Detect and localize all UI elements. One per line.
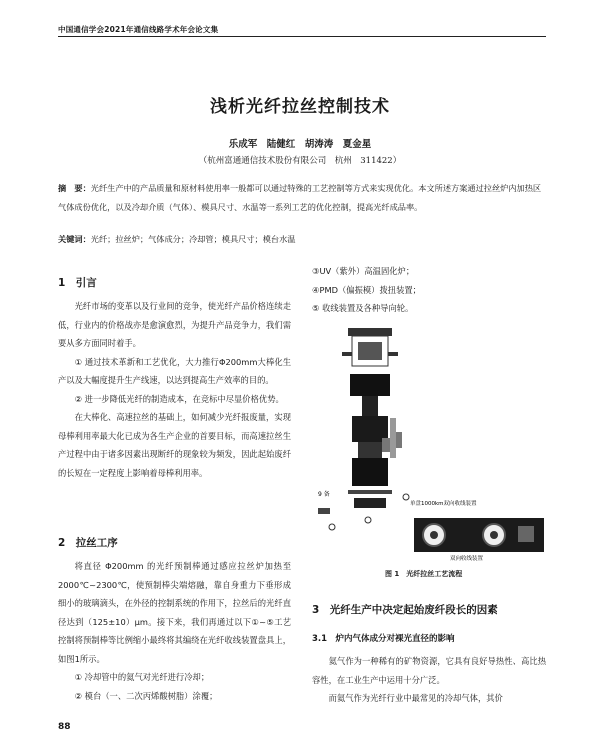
sec3-paragraph-1: 氦气作为一种稀有的矿物资源，它具有良好导热性、高比热容性，在工业生产中运用十分广泛。 xyxy=(312,656,546,685)
keywords-text: 光纤；拉丝炉；气体成分；冷却管；模具尺寸；模台水温 xyxy=(90,234,296,244)
sec1-paragraph-2: ① 通过技术革新和工艺优化，大力推行Φ200mm大棒化生产以及大幅度提升生产线速，以达到提高生产效率的目的。 xyxy=(58,356,291,385)
header-rule xyxy=(58,36,546,37)
fig-label-top: 单盘1000km双向收线装置 xyxy=(410,501,477,507)
process-item-5: ⑤ 收线装置及各种导向轮。 xyxy=(312,303,414,313)
affiliation: （杭州富通通信技术股份有限公司 杭州 311422） xyxy=(198,156,402,166)
keywords xyxy=(58,234,546,245)
section-1-title: 1 引言 xyxy=(58,277,97,289)
left-column-body xyxy=(58,297,291,482)
draw-tower-icon xyxy=(342,328,402,508)
take-up-unit-icon xyxy=(414,518,544,552)
sec2-paragraph-1: 将直径 Φ200mm 的光纤预制棒通过感应拉丝炉加热至 2000℃~2300℃，使预制棒尖端熔融，靠自身重力下垂形成细小的玻璃滴头，在外径的控制系统的作用下，拉丝后的光纤直径达到（125±10）μm。接下来，我们再通过以下①~⑤工艺控制将预制棒等比例缩小最终将其编绕在光纤收线装置盘具上，如图1所示。 xyxy=(58,561,291,664)
paper-title: 浅析光纤拉丝控制技术 xyxy=(210,97,390,117)
sec3-paragraph-2: 而氦气作为光纤行业中最常见的冷却气体，其价 xyxy=(328,693,503,703)
abstract-text: 光纤生产中的产品质量和原材料使用率一般都可以通过特殊的工艺控制等方式来实现优化。本文所述方案通过拉丝炉内加热区气体成份优化，以及冷却介质（气体）、模具尺寸、水温等一系列工艺的优化控制，提高光纤成品率。 xyxy=(58,183,542,212)
section-3-title: 3 光纤生产中决定起始废纤段长的因素 xyxy=(312,604,498,616)
abstract-label: 摘 要： xyxy=(58,183,91,193)
sec3-body xyxy=(312,652,546,708)
sec1-paragraph-1: 光纤市场的变革以及行业间的竞争，使光纤产品价格连续走低，行业内的价格战亦是愈演愈烈，为提升产品竞争力，我们需要从多方面同时着手。 xyxy=(58,301,291,348)
page-number: 88 xyxy=(58,722,71,732)
authors: 乐成军 陆健红 胡涛涛 夏金星 xyxy=(228,139,372,150)
figure-1-caption: 图 1 光纤拉丝工艺流程 xyxy=(385,570,463,578)
keywords-label: 关键词： xyxy=(58,234,91,244)
figure-1-drawing xyxy=(318,322,546,562)
sec1-paragraph-4: 在大棒化、高速拉丝的基础上，如何减少光纤报废量，实现母棒利用率最大化已成为各生产企业的首要目标，而高速拉丝生产过程中由于诸多因素出现断纤的现象较为频发，因此起始废纤的长短在一定程度上影响着母棒利用率。 xyxy=(58,412,291,478)
running-header: 中国通信学会2021年通信线路学术年会论文集 xyxy=(58,25,219,34)
sec2-body xyxy=(58,557,291,705)
subsection-3-1-title: 3.1 炉内气体成分对裸光直径的影响 xyxy=(312,634,455,644)
process-item-3: ③UV（紫外）高温固化炉； xyxy=(312,266,415,276)
sec2-item-1: ① 冷却管中的氦气对光纤进行冷却； xyxy=(74,672,210,682)
process-list xyxy=(312,262,546,318)
fig-small-label: 9 备 xyxy=(318,491,330,498)
abstract xyxy=(58,179,546,217)
fig-label-bottom: 双向收线装置 xyxy=(450,556,484,562)
section-2-title: 2 拉丝工序 xyxy=(58,537,118,549)
sec2-item-2: ② 模台（一、二次丙烯酸树脂）涂覆； xyxy=(74,690,218,701)
process-item-4: ④PMD（偏振模）拨扭装置； xyxy=(312,284,421,295)
sec1-paragraph-3: ② 进一步降低光纤的制造成本，在竞标中尽显价格优势。 xyxy=(74,393,284,404)
